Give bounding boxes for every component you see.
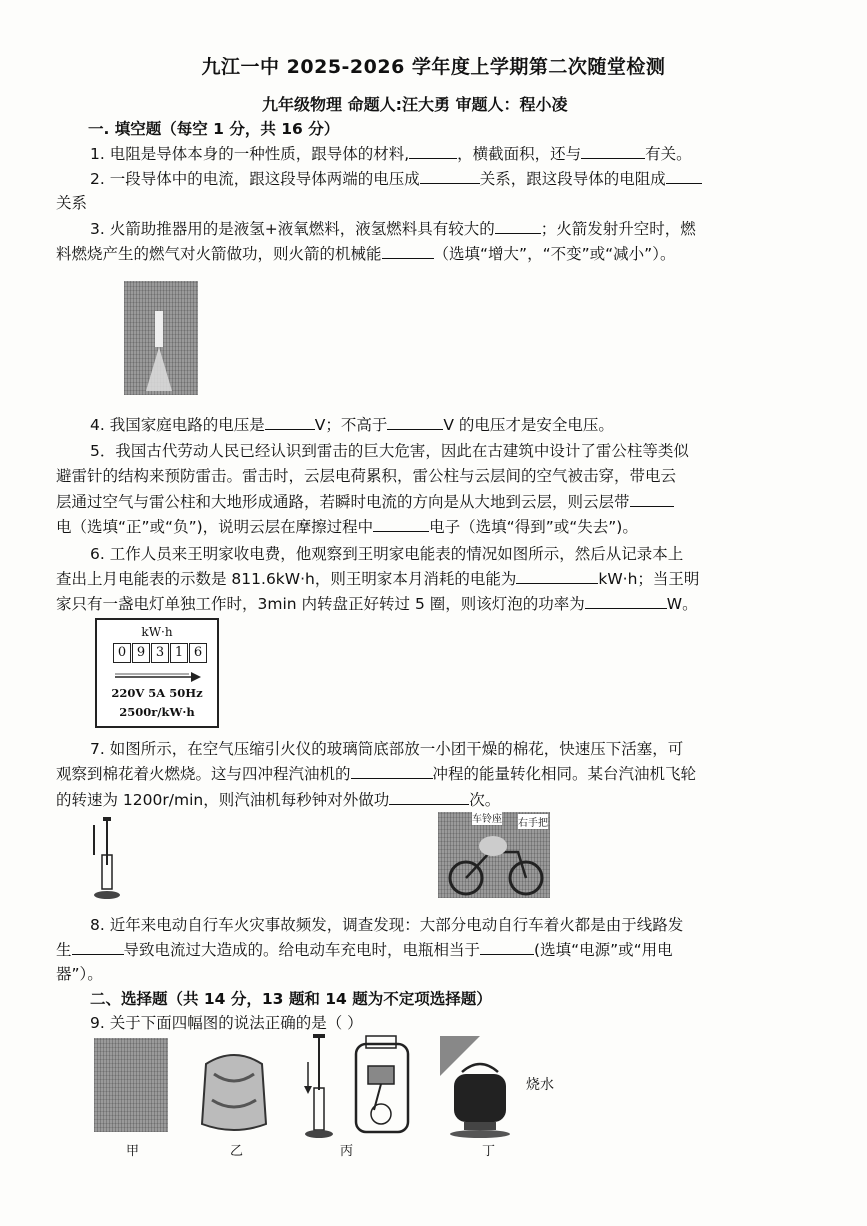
question-4 bbox=[90, 414, 614, 436]
q5-line-3 bbox=[56, 491, 674, 513]
q7-line-2 bbox=[56, 763, 696, 785]
meter-digit: 6 bbox=[189, 643, 207, 663]
electric-bike-photo bbox=[438, 812, 550, 898]
meter-digit: 1 bbox=[170, 643, 188, 663]
q1-text-b: ，横截面积，还与 bbox=[457, 145, 582, 163]
q6-line-2 bbox=[56, 568, 699, 590]
q5-text-4b: 电子（选填“得到”或“失去”)。 bbox=[429, 518, 638, 536]
q7-line-3 bbox=[56, 789, 500, 811]
q3-text-d: （选填“增大”，“不变”或“减小”）。 bbox=[433, 245, 676, 263]
question-1 bbox=[90, 143, 692, 165]
rocket-launch-photo bbox=[124, 281, 198, 395]
q9-figure-yi bbox=[196, 1044, 272, 1136]
answer-blank[interactable] bbox=[387, 415, 443, 430]
section-1-heading: 一. 填空题（每空 1 分，共 16 分） bbox=[88, 120, 340, 138]
answer-blank[interactable] bbox=[373, 517, 429, 532]
q4-text-a: 4. 我国家庭电路的电压是 bbox=[90, 416, 265, 434]
q1-text-a: 1. 电阻是导体本身的一种性质，跟导体的材料, bbox=[90, 145, 410, 163]
answer-blank[interactable] bbox=[581, 144, 645, 159]
answer-blank[interactable] bbox=[516, 569, 598, 584]
answer-blank[interactable] bbox=[666, 169, 702, 184]
answer-blank[interactable] bbox=[420, 169, 480, 184]
q8-line-1: 8. 近年来电动自行车火灾事故频发，调查发现：大部分电动自行车着火都是由于线路发 bbox=[90, 916, 684, 934]
q9-caption-ding: 丁 bbox=[482, 1144, 496, 1159]
section-2-heading: 二、选择题（共 14 分，13 题和 14 题为不定项选择题） bbox=[90, 990, 492, 1008]
q7-text-2a: 观察到棉花着火燃烧。这与四冲程汽油机的 bbox=[56, 765, 351, 783]
q6-text-2b: kW·h；当王明 bbox=[598, 570, 700, 588]
q2-tail: 关系 bbox=[56, 194, 88, 212]
q1-text-c: 有关。 bbox=[645, 145, 692, 163]
meter-rating: 220V 5A 50Hz bbox=[111, 686, 203, 700]
question-3 bbox=[90, 218, 696, 240]
q7-text-3a: 的转速为 1200r/min，则汽油机每秒钟对外做功 bbox=[56, 791, 390, 809]
question-2 bbox=[90, 168, 702, 190]
q9-caption-jia: 甲 bbox=[126, 1144, 140, 1159]
q2-text-b: 关系，跟这段导体的电阻成 bbox=[479, 170, 666, 188]
q6-line-1: 6. 工作人员来王明家收电费，他观察到王明家电能表的情况如图所示，然后从记录本上 bbox=[90, 545, 684, 563]
meter-digit: 0 bbox=[113, 643, 131, 663]
answer-blank[interactable] bbox=[409, 144, 457, 159]
answer-blank[interactable] bbox=[480, 940, 534, 955]
q9-figure-bing bbox=[296, 1030, 426, 1140]
meter-arrow-icon bbox=[113, 671, 203, 683]
bike-label-bell-mount: 车铃座 bbox=[472, 810, 502, 825]
q6-text-3a: 家只有一盏电灯单独工作时，3min 内转盘正好转过 5 圈，则该灯泡的功率为 bbox=[56, 595, 585, 613]
q6-text-3b: W。 bbox=[666, 595, 698, 613]
q8-text-2a: 生 bbox=[56, 941, 72, 959]
q3-text-a: 3. 火箭助推器用的是液氢+液氧燃料，液氢燃料具有较大的 bbox=[90, 220, 495, 238]
q8-line-2 bbox=[56, 939, 673, 961]
q5-line-2: 避雷针的结构来预防雷击。雷击时，云层电荷累积，雷公柱与云层间的空气被击穿，带电云 bbox=[56, 467, 677, 485]
answer-blank[interactable] bbox=[351, 764, 433, 779]
answer-blank[interactable] bbox=[585, 594, 667, 609]
answer-blank[interactable] bbox=[630, 492, 674, 507]
q3-text-c: 料燃烧产生的燃气对火箭做功，则火箭的机械能 bbox=[56, 245, 382, 263]
question-9: 9. 关于下面四幅图的说法正确的是（ ） bbox=[90, 1014, 363, 1032]
answer-blank[interactable] bbox=[495, 219, 541, 234]
page-title: 九江一中 2025-2026 学年度上学期第二次随堂检测 bbox=[201, 56, 666, 78]
answer-blank[interactable] bbox=[265, 415, 315, 430]
q5-line-1: 5．我国古代劳动人民已经认识到雷击的巨大危害，因此在古建筑中设计了雷公柱等类似 bbox=[90, 442, 689, 460]
meter-unit: kW·h bbox=[141, 625, 173, 639]
q8-line-3: 器”）。 bbox=[56, 965, 103, 983]
q9-label-boiling-water: 烧水 bbox=[526, 1077, 554, 1093]
q3-text-b: ；火箭发射升空时，燃 bbox=[540, 220, 696, 238]
exam-subtitle: 九年级物理 命题人:汪大勇 审题人：程小凌 bbox=[262, 95, 568, 114]
q8-text-2c: (选填“电源”或“用电 bbox=[534, 941, 673, 959]
q8-text-2b: 导致电流过大造成的。给电动车充电时，电瓶相当于 bbox=[123, 941, 481, 959]
answer-blank[interactable] bbox=[382, 244, 434, 259]
q9-figure-ding bbox=[440, 1036, 520, 1140]
q2-text-a: 2. 一段导体中的电流，跟这段导体两端的电压成 bbox=[90, 170, 420, 188]
question-3-line-2 bbox=[56, 243, 675, 265]
q7-text-3b: 次。 bbox=[469, 791, 501, 809]
q7-text-2b: 冲程的能量转化相同。某台汽油机飞轮 bbox=[432, 765, 697, 783]
meter-digit: 3 bbox=[151, 643, 169, 663]
q9-figure-jia bbox=[94, 1038, 168, 1132]
meter-constant: 2500r/kW·h bbox=[119, 705, 195, 719]
meter-digits bbox=[113, 643, 207, 663]
q5-text-4a: 电（选填“正”或“负”)，说明云层在摩擦过程中 bbox=[56, 518, 374, 536]
q6-text-2a: 查出上月电能表的示数是 811.6kW·h，则王明家本月消耗的电能为 bbox=[56, 570, 517, 588]
bike-label-right-handle: 右手把 bbox=[518, 814, 548, 829]
q9-caption-yi: 乙 bbox=[230, 1144, 244, 1159]
meter-digit: 9 bbox=[132, 643, 150, 663]
q6-line-3 bbox=[56, 593, 698, 615]
q7-line-1: 7. 如图所示，在空气压缩引火仪的玻璃筒底部放一小团干燥的棉花，快速压下活塞，可 bbox=[90, 740, 684, 758]
q4-text-c: V 的电压才是安全电压。 bbox=[443, 416, 614, 434]
electric-meter-figure bbox=[95, 618, 219, 728]
q4-text-b: V；不高于 bbox=[314, 416, 388, 434]
air-compression-igniter-figure bbox=[88, 815, 122, 901]
q5-line-4 bbox=[56, 516, 638, 538]
answer-blank[interactable] bbox=[389, 790, 469, 805]
q5-text-3: 层通过空气与雷公柱和大地形成通路，若瞬时电流的方向是从大地到云层，则云层带 bbox=[56, 493, 630, 511]
answer-blank[interactable] bbox=[72, 940, 124, 955]
q9-caption-bing: 丙 bbox=[340, 1144, 354, 1159]
